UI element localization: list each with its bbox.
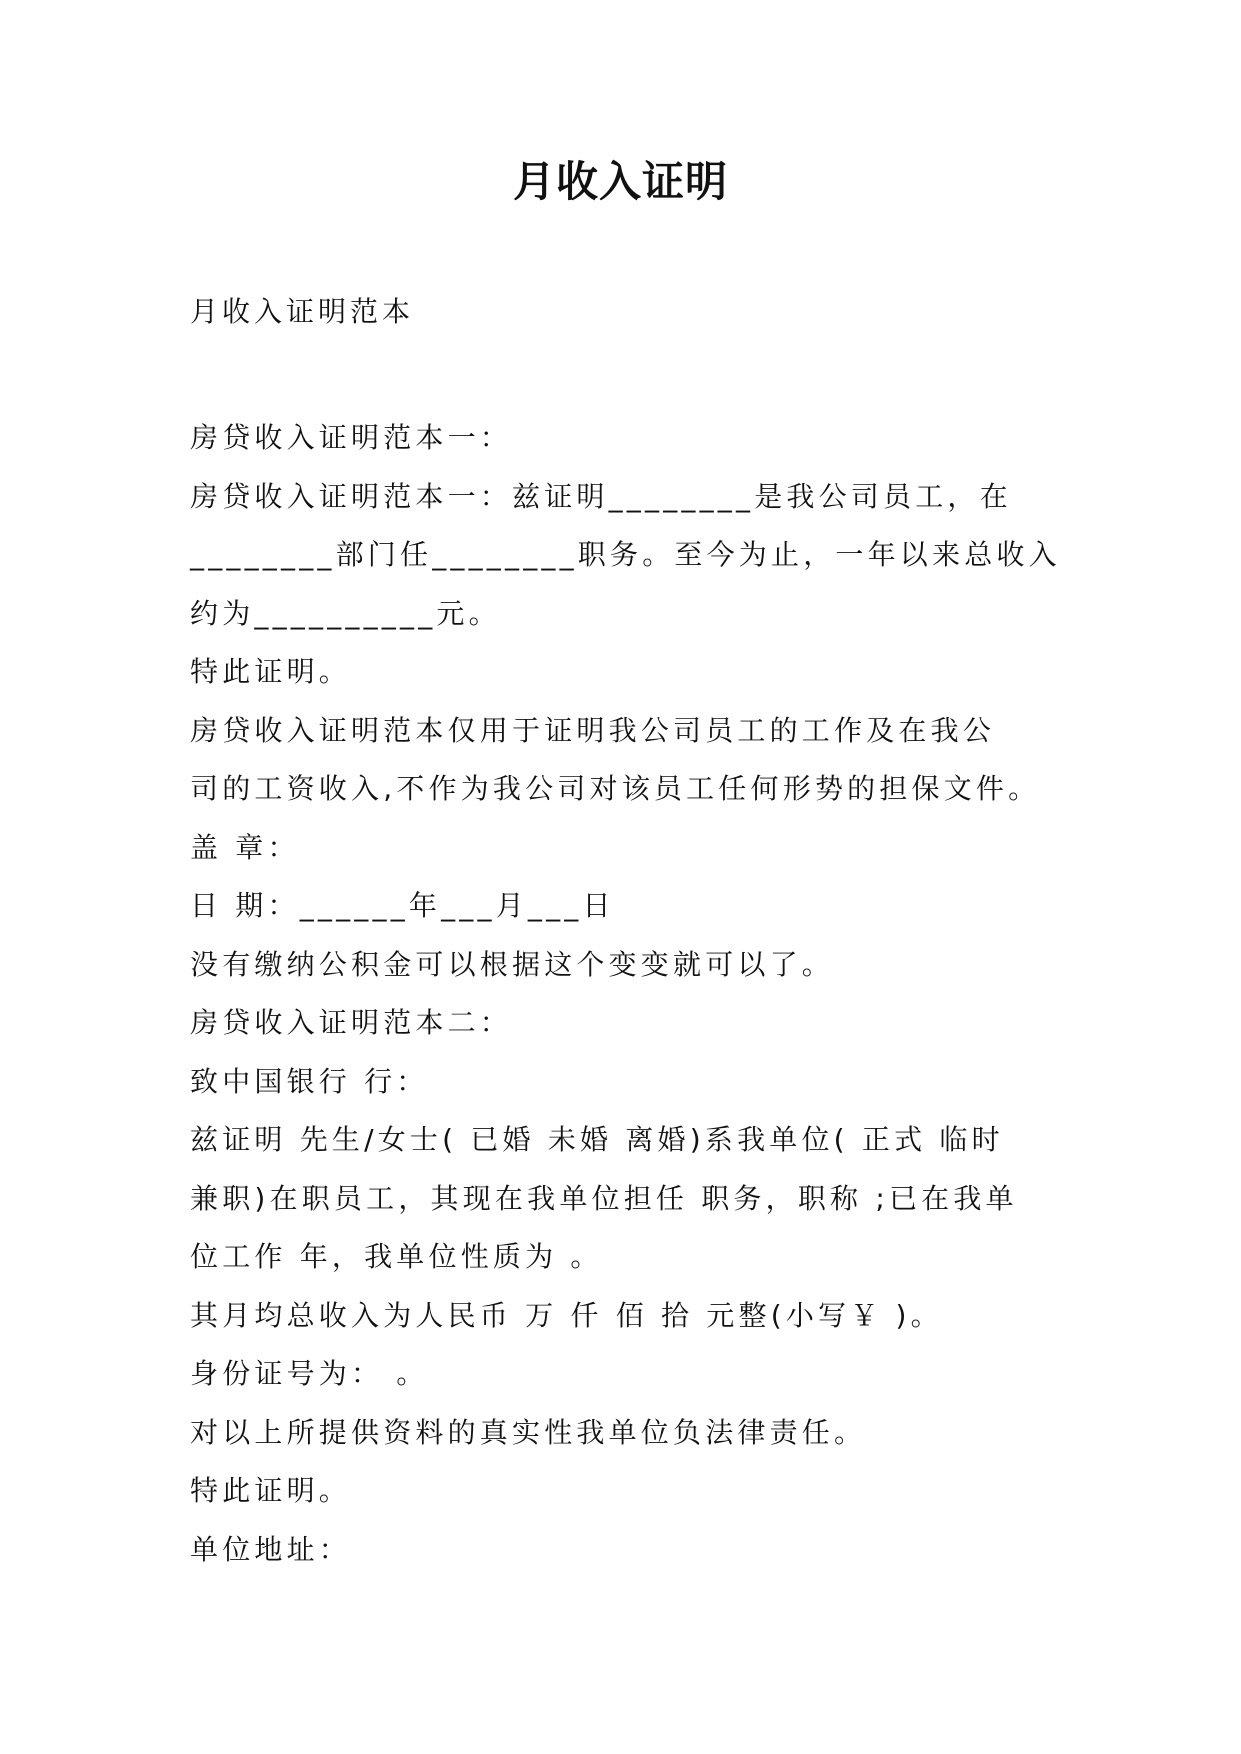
section-heading-sample-one: 房贷收入证明范本一： (190, 421, 513, 454)
document-body (190, 409, 1070, 1579)
body-line: 兼职)在职员工，其现在我单位担任 职务，职称 ;已在我单 (190, 1181, 1018, 1215)
section-heading-sample-two: 房贷收入证明范本二： (190, 1006, 513, 1039)
document-subtitle: 月收入证明范本 (190, 295, 415, 328)
date-line: 日 期：______年___月___日 (190, 889, 615, 922)
id-number-line: 身份证号为： 。 (190, 1357, 429, 1390)
body-line: 约为__________元。 (190, 596, 501, 630)
body-line: ________部门任________职务。至今为止，一年以来总收入 (190, 538, 1061, 571)
document-title: 月收入证明 (512, 157, 728, 206)
body-line: 对以上所提供资料的真实性我单位负法律责任。 (190, 1415, 867, 1449)
address-line: 单位地址： (190, 1532, 352, 1566)
body-line: 特此证明。 (190, 1474, 352, 1507)
body-line: 位工作 年，我单位性质为 。 (190, 1240, 603, 1273)
body-line: 没有缴纳公积金可以根据这个变变就可以了。 (190, 947, 835, 981)
income-line: 其月均总收入为人民币 万 仟 佰 拾 元整(小写￥ )。 (190, 1298, 943, 1332)
addressee-line: 致中国银行 行： (190, 1064, 429, 1098)
body-line: 司的工资收入,不作为我公司对该员工任何形势的担保文件。 (190, 772, 1041, 805)
body-line: 特此证明。 (190, 655, 352, 688)
seal-line: 盖 章： (190, 830, 300, 864)
body-line: 房贷收入证明范本仅用于证明我公司员工的工作及在我公 (190, 713, 996, 747)
body-line: 兹证明 先生/女士( 已婚 未婚 离婚)系我单位( 正式 临时 (190, 1123, 1004, 1156)
body-line: 房贷收入证明范本一：兹证明________是我公司员工，在 (190, 479, 1012, 513)
